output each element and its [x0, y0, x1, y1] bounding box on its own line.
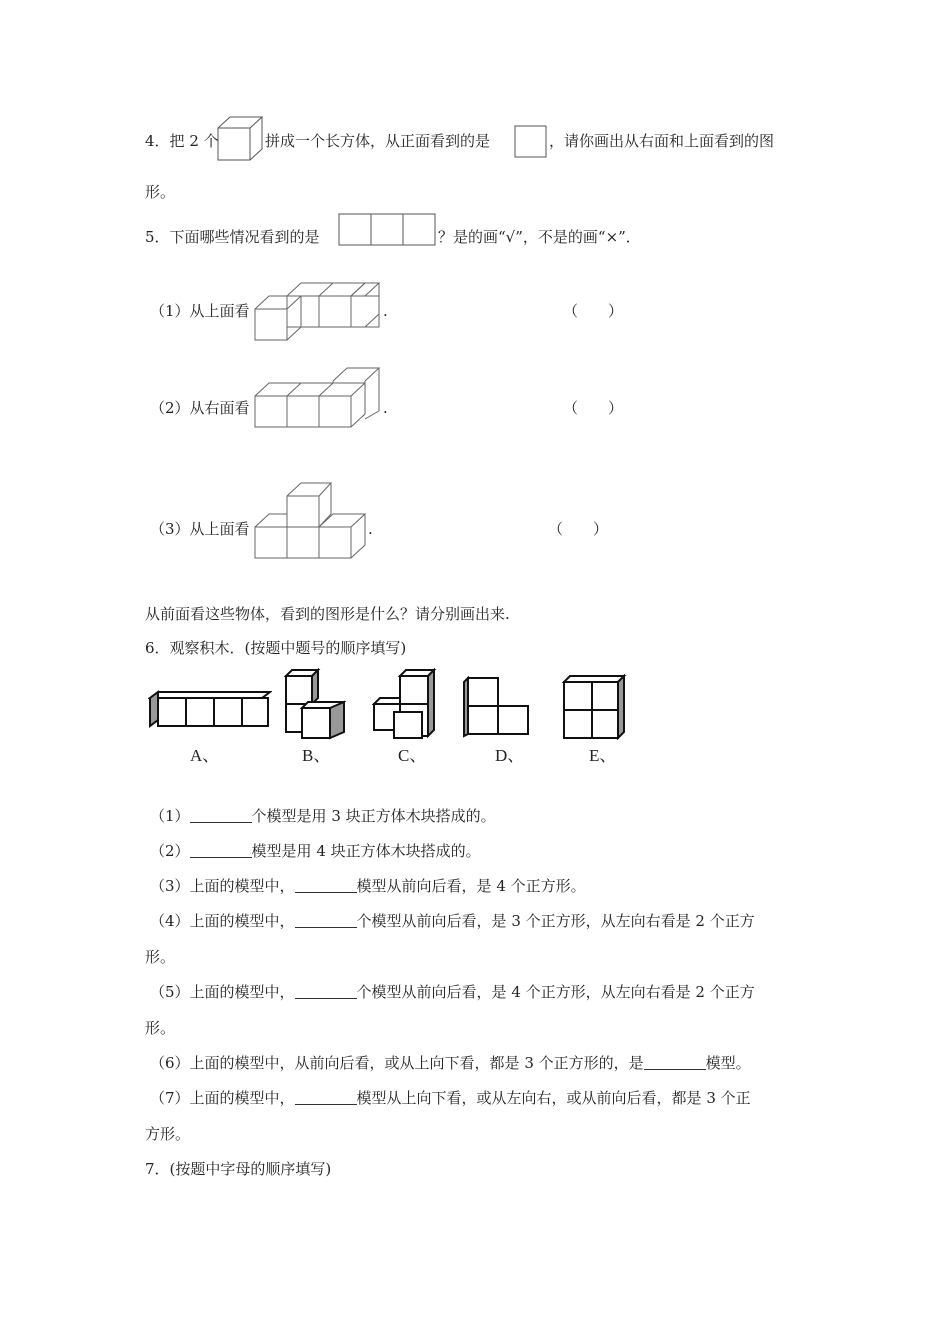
- q6-item-6: [150, 1053, 751, 1073]
- q5-item2-paren[interactable]: （ ）: [563, 399, 624, 417]
- q6-item-5-cont: 形。: [145, 1019, 176, 1037]
- q4-line1: [145, 131, 219, 151]
- q6-item-7-cont: 方形。: [145, 1125, 191, 1143]
- q6-item-1-blank[interactable]: [190, 808, 252, 823]
- q5-item2-dot: .: [383, 399, 388, 417]
- q4-text-1: 把 2 个: [169, 132, 219, 150]
- q4-number: 4．: [145, 132, 170, 150]
- q6-item-1-post: 个模型是用 3 块正方体木块搭成的。: [251, 807, 496, 825]
- q5-item3-paren[interactable]: （ ）: [548, 520, 609, 538]
- q7-title: 7．(按题中字母的顺序填写): [145, 1160, 332, 1178]
- q4-text-3: ，请你画出从右面和上面看到的图: [549, 132, 775, 150]
- q5-footer: 从前面看这些物体，看到的图形是什么？请分别画出来.: [145, 605, 510, 623]
- q5-item1-label: （1）从上面看: [150, 302, 250, 320]
- q6-item-4: [150, 911, 755, 931]
- q6-label-b: B、: [302, 746, 331, 765]
- q6-item-6-pre: （6）上面的模型中，从前向后看，或从上向下看，都是 3 个正方形的，是: [150, 1054, 644, 1072]
- q6-figure-b: [282, 668, 348, 742]
- q5-text-2: ？是的画“√”，不是的画“×”．: [438, 228, 641, 246]
- q6-item-4-cont: 形。: [145, 948, 176, 966]
- q6-item-3-pre: （3）上面的模型中，: [150, 877, 295, 895]
- q4-cube-icon: [217, 116, 265, 162]
- q6-item-1: [150, 806, 496, 826]
- q6-item-5-blank[interactable]: [295, 984, 357, 999]
- q6-item-4-blank[interactable]: [295, 913, 357, 928]
- q6-item-6-post: 模型。: [705, 1054, 751, 1072]
- q6-item-2-pre: （2）: [150, 842, 190, 860]
- q6-item-5-pre: （5）上面的模型中，: [150, 983, 295, 1001]
- q6-item-4-pre: （4）上面的模型中，: [150, 912, 295, 930]
- q5-item1-paren[interactable]: （ ）: [563, 302, 624, 320]
- q6-item-1-pre: （1）: [150, 807, 190, 825]
- q5-item2-label: （2）从右面看: [150, 399, 250, 417]
- q6-label-e: E、: [589, 746, 617, 765]
- q6-item-3-blank[interactable]: [295, 878, 357, 893]
- q6-item-3-post: 模型从前向后看，是 4 个正方形。: [356, 877, 586, 895]
- q5-line1: [145, 227, 320, 247]
- q6-item-5-post: 个模型从前向后看，是 4 个正方形，从左向右看是 2 个正方: [356, 983, 755, 1001]
- q6-item-6-blank[interactable]: [644, 1055, 706, 1070]
- q6-item-2-post: 模型是用 4 块正方体木块搭成的。: [251, 842, 481, 860]
- q5-three-squares-icon: [338, 213, 436, 247]
- q6-item-2-blank[interactable]: [190, 843, 252, 858]
- q6-title: 6．观察积木．(按题中题号的顺序填写): [145, 639, 407, 657]
- q6-label-d: D、: [495, 746, 525, 765]
- q5-item1-cubes-figure: [253, 282, 381, 342]
- q6-label-c: C、: [398, 746, 427, 765]
- q5-item2-cubes-figure: [253, 367, 381, 429]
- q6-item-7-pre: （7）上面的模型中，: [150, 1089, 295, 1107]
- q4-text-4: 形。: [145, 183, 176, 201]
- q6-item-7: [150, 1088, 751, 1108]
- q5-item3-label: （3）从上面看: [150, 520, 250, 538]
- q5-item3-dot: .: [368, 520, 373, 538]
- q5-item1-dot: .: [383, 302, 388, 320]
- q4-square-icon: [514, 125, 548, 159]
- q6-item-7-blank[interactable]: [295, 1090, 357, 1105]
- q6-item-7-post: 模型从上向下看，或从左向右，或从前向后看，都是 3 个正: [356, 1089, 751, 1107]
- q6-label-a: A、: [190, 746, 220, 765]
- q6-item-4-post: 个模型从前向后看，是 3 个正方形，从左向右看是 2 个正方: [356, 912, 755, 930]
- q5-number: 5．: [145, 228, 170, 246]
- q6-figure-d: [462, 676, 532, 738]
- q6-figure-c: [372, 668, 438, 742]
- q5-item3-cubes-figure: [253, 482, 368, 560]
- q6-item-3: [150, 876, 586, 896]
- q6-item-5: [150, 982, 755, 1002]
- q6-figure-e: [562, 674, 628, 740]
- q5-text-1: 下面哪些情况看到的是: [169, 228, 320, 246]
- q4-text-2: 拼成一个长方体，从正面看到的是: [265, 132, 491, 150]
- q6-figure-a: [148, 690, 272, 728]
- q6-item-2: [150, 841, 481, 861]
